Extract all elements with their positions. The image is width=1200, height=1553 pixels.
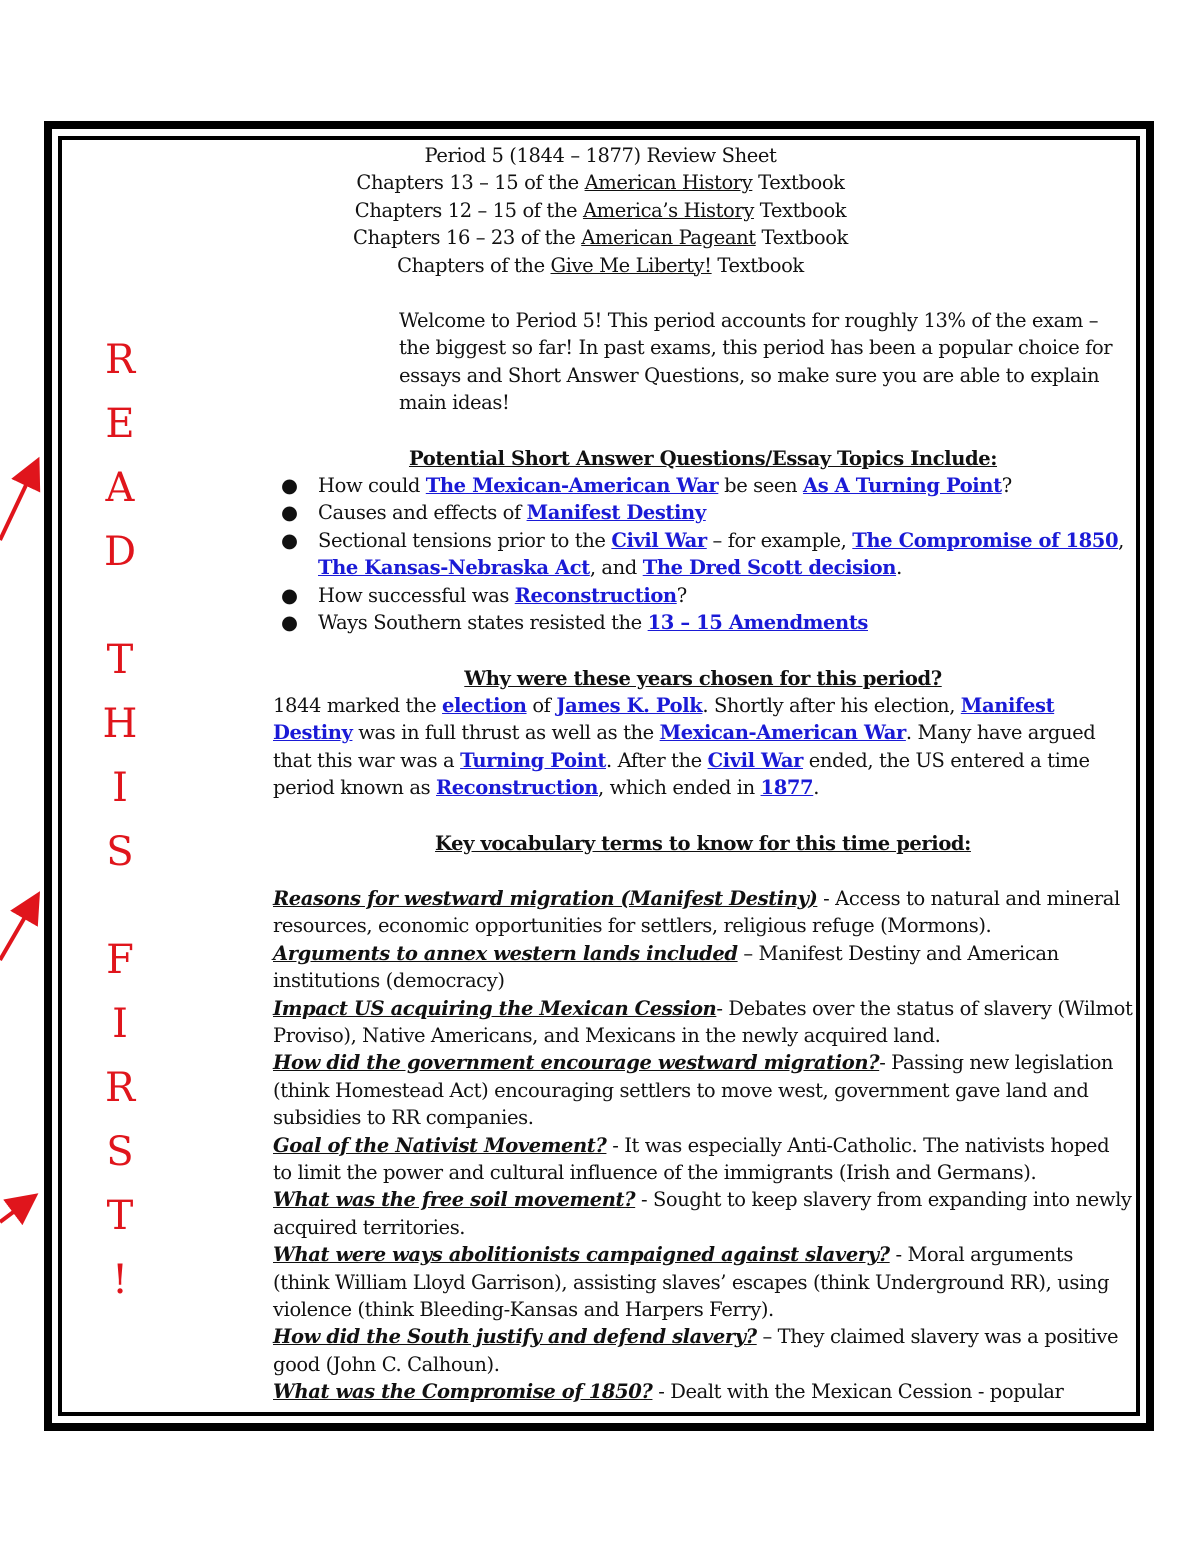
textbook-title: Give Me Liberty! [550, 253, 712, 277]
sidebar-letter: R [104, 337, 136, 383]
vocab-definition: - Access to natural and mineral resources, economic opportunities for settlers, religious refuge (Mormons). [273, 886, 1120, 938]
vocab-term: Reasons for westward migration (Manifest Destiny) [273, 886, 818, 910]
vocab-definition: - Passing new legislation (think Homestead Act) encouraging settlers to move west, government gave land and subsidies to RR companies. [273, 1051, 1114, 1130]
textbook-title: American Pageant [581, 226, 756, 250]
textbook-line: Chapters 16 – 23 of the American Pageant Textbook [353, 226, 848, 250]
sidebar-letter: ! [111, 1257, 129, 1303]
sidebar-letter: I [112, 1001, 128, 1047]
link-turning-point[interactable]: As A Turning Point [802, 474, 1002, 498]
list-item: ● Sectional tensions prior to the Civil War – for example, The Compromise of 1850, The Kansas-Nebraska Act, and The Dred Scott decision. [281, 528, 1124, 580]
bullet-icon: ● [281, 528, 298, 552]
link-manifest-destiny[interactable]: Manifest Destiny [273, 693, 1055, 745]
vocab-term: Impact US acquiring the Mexican Cession [273, 996, 717, 1020]
vocab-definition: - It was especially Anti-Catholic. The nativists hoped to limit the power and cultural influence of the immigrants (Irish and Germans). [273, 1133, 1110, 1184]
sidebar-letter: S [106, 1129, 134, 1175]
link-election[interactable]: election [442, 693, 527, 717]
vocab-term: How did the government encourage westward migration? [273, 1051, 880, 1075]
welcome-paragraph: Welcome to Period 5! This period accounts for roughly 13% of the exam – the biggest so far! In past exams, this period has been a popular choice for essays and Short Answer Questions, so make sure you are able to explain main ideas! [399, 309, 1113, 415]
link-amendments[interactable]: 13 – 15 Amendments [647, 611, 868, 635]
topics-list [273, 472, 1133, 636]
vocab-definition: - Moral arguments (think William Lloyd Garrison), assisting slaves’ escapes (think Underground RR), using violence (think Bleeding-Kansas and Harpers Ferry). [273, 1243, 1110, 1322]
list-item: ● Causes and effects of Manifest Destiny [273, 499, 1133, 526]
link-turning-point[interactable]: Turning Point [460, 748, 606, 772]
vocab-item [273, 885, 1133, 940]
vocab-item [273, 1132, 1133, 1187]
link-compromise-1850[interactable]: The Compromise of 1850 [852, 528, 1119, 552]
vocab-item [273, 995, 1133, 1050]
vocab-definition: - Dealt with the Mexican Cession - popular [652, 1380, 1064, 1404]
vocab-item [273, 1323, 1133, 1378]
link-james-k-polk[interactable]: James K. Polk [556, 693, 703, 717]
arrow-middle [0, 898, 36, 960]
sidebar-letter: S [106, 829, 134, 875]
sidebar-letter: T [106, 637, 134, 683]
sidebar-letter: R [104, 1065, 136, 1111]
link-mexican-american-war[interactable]: The Mexican-American War [425, 474, 719, 498]
textbook-line: Chapters of the Give Me Liberty! Textbook [397, 253, 804, 277]
link-civil-war[interactable]: Civil War [611, 528, 707, 552]
why-heading: Why were these years chosen for this period? [464, 666, 942, 690]
why-paragraph: 1844 marked the election of James K. Polk. Shortly after his election, Manifest Destiny was in full thrust as well as the Mexican-American War. Many have argued that this war was a Turning Point. After the Civil War ended, the US entered a time period known as Reconstruction, which ended in 1877. [273, 693, 1096, 800]
sidebar-letter: T [106, 1193, 134, 1239]
vocab-term: Goal of the Nativist Movement? [273, 1133, 607, 1157]
sidebar-letter: A [105, 465, 135, 511]
sidebar-letter: H [102, 701, 138, 747]
link-civil-war[interactable]: Civil War [707, 748, 803, 772]
vocab-heading: Key vocabulary terms to know for this time period: [435, 831, 971, 855]
list-item: ● How could The Mexican-American War be seen As A Turning Point? [273, 472, 1133, 499]
link-reconstruction[interactable]: Reconstruction [436, 776, 598, 800]
list-item: ● How successful was Reconstruction? [273, 582, 1133, 609]
link-1877[interactable]: 1877 [760, 776, 814, 800]
vocab-item [273, 1186, 1133, 1241]
bullet-icon: ● [281, 501, 298, 525]
vocab-item [273, 1378, 1133, 1405]
textbook-title: American History [584, 171, 753, 195]
page-title: Period 5 (1844 – 1877) Review Sheet [424, 144, 777, 167]
textbook-title: America’s History [582, 198, 754, 222]
vocab-item [273, 1241, 1133, 1323]
arrow-bottom [0, 1198, 32, 1222]
vocab-term: Arguments to annex western lands included [273, 941, 738, 965]
vocab-item [273, 940, 1133, 995]
link-reconstruction[interactable]: Reconstruction [514, 583, 677, 607]
vocab-definition: - Debates over the status of slavery (Wilmot Proviso), Native Americans, and Mexicans in the newly acquired land. [273, 996, 1133, 1047]
sidebar-letter: E [105, 401, 135, 447]
sidebar-letter: I [112, 765, 128, 811]
sidebar-letter: F [106, 937, 134, 983]
list-item: ● Ways Southern states resisted the 13 – 15 Amendments [273, 609, 1133, 636]
bullet-icon: ● [281, 474, 298, 498]
topics-heading: Potential Short Answer Questions/Essay Topics Include: [408, 446, 998, 470]
vocab-definition: – Manifest Destiny and American institutions (democracy) [273, 941, 1059, 993]
vocab-term: What was the free soil movement? [273, 1188, 636, 1212]
link-manifest-destiny[interactable]: Manifest Destiny [526, 501, 706, 525]
vocab-list [273, 885, 1133, 1406]
textbook-line: Chapters 12 – 15 of the America’s History Textbook [354, 198, 847, 222]
document-body [273, 142, 1133, 1406]
vocab-definition: – They claimed slavery was a positive good (John C. Calhoun). [273, 1325, 1119, 1376]
bullet-icon: ● [281, 611, 298, 635]
vocab-definition: - Sought to keep slavery from expanding into newly acquired territories. [273, 1188, 1132, 1239]
sidebar-letter: D [103, 529, 137, 575]
document-header [273, 142, 928, 279]
red-arrows [0, 0, 60, 1553]
link-kansas-nebraska-act[interactable]: The Kansas-Nebraska Act [318, 556, 590, 580]
read-this-first-sidebar [98, 328, 142, 1312]
vocab-term: What were ways abolitionists campaigned against slavery? [273, 1243, 890, 1267]
link-dred-scott[interactable]: The Dred Scott decision [642, 556, 897, 580]
link-mexican-american-war[interactable]: Mexican-American War [659, 721, 906, 745]
textbook-line: Chapters 13 – 15 of the American History Textbook [356, 171, 845, 195]
bullet-icon: ● [281, 583, 298, 607]
arrow-top [0, 464, 36, 540]
vocab-item [273, 1049, 1133, 1131]
vocab-term: How did the South justify and defend slavery? [273, 1325, 757, 1349]
vocab-term: What was the Compromise of 1850? [273, 1380, 653, 1404]
